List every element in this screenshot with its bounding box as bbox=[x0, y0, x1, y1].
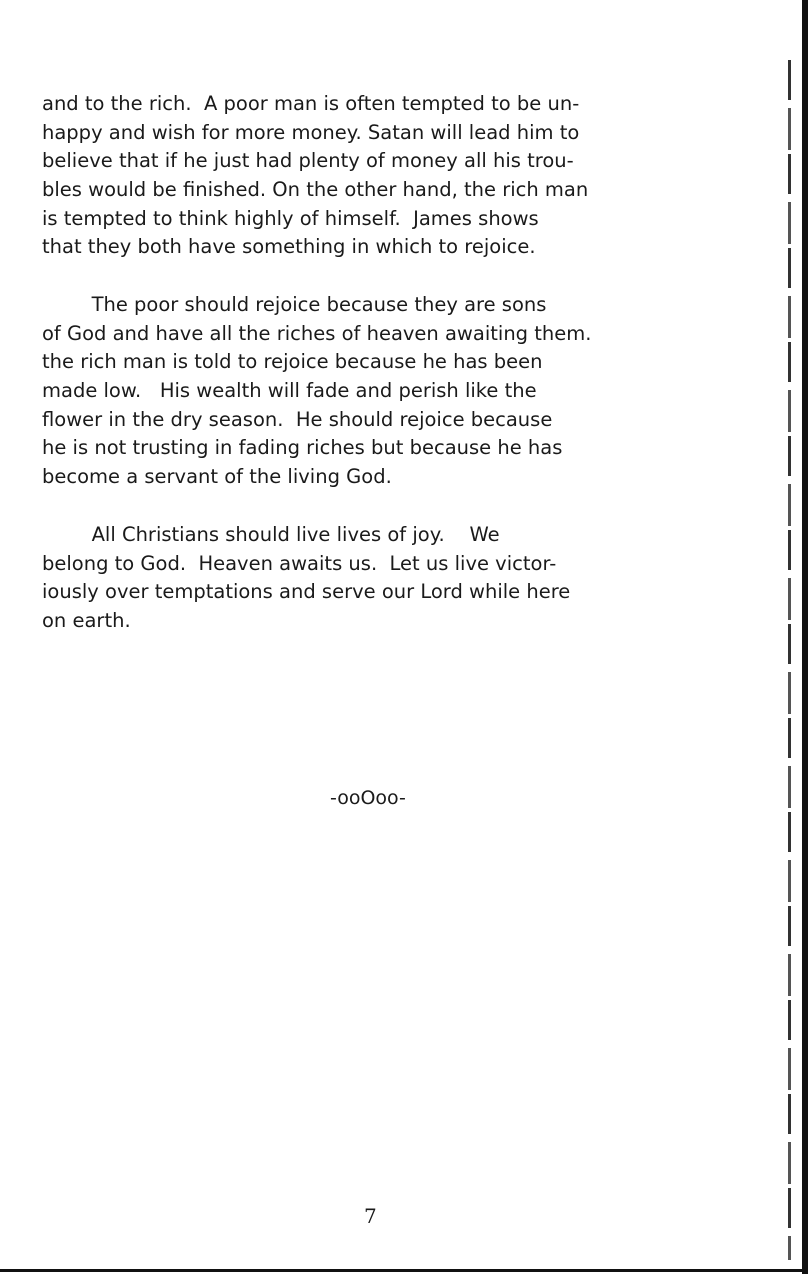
text-line: The poor should rejoice because they are sons bbox=[42, 293, 547, 316]
paragraph-3 bbox=[42, 521, 782, 636]
text-line: of God and have all the riches of heaven awaiting them. bbox=[42, 321, 592, 345]
text-line: the rich man is told to rejoice because he has been bbox=[42, 350, 543, 374]
text-line: All Christians should live lives of joy. We bbox=[42, 523, 500, 546]
text-line: flower in the dry season. He should rejoice because bbox=[42, 407, 553, 431]
page-bottom-edge bbox=[0, 1269, 808, 1272]
text-line: become a servant of the living God. bbox=[42, 465, 392, 489]
page-edge bbox=[802, 0, 808, 1274]
text-line: he is not trusting in fading riches but because he has bbox=[42, 436, 563, 460]
text-line: on earth. bbox=[42, 609, 131, 633]
paragraph-2 bbox=[42, 291, 782, 492]
text-line: believe that if he just had plenty of money all his trou- bbox=[42, 149, 574, 173]
text-line: belong to God. Heaven awaits us. Let us live victor- bbox=[42, 551, 557, 575]
text-line: bles would be finished. On the other hand, the rich man bbox=[42, 178, 589, 202]
section-divider: -ooOoo- bbox=[330, 787, 406, 809]
text-line: and to the rich. A poor man is often tempted to be un- bbox=[42, 92, 580, 115]
text-line: that they both have something in which to rejoice. bbox=[42, 235, 536, 259]
text-line: happy and wish for more money. Satan will lead him to bbox=[42, 120, 580, 144]
paragraph-1 bbox=[42, 90, 782, 262]
scan-edge-shadow bbox=[788, 60, 791, 1260]
text-line: is tempted to think highly of himself. James shows bbox=[42, 206, 539, 230]
page-number: 7 bbox=[364, 1204, 377, 1228]
text-line: iously over temptations and serve our Lord while here bbox=[42, 580, 571, 604]
text-line: made low. His wealth will fade and perish like the bbox=[42, 379, 537, 403]
